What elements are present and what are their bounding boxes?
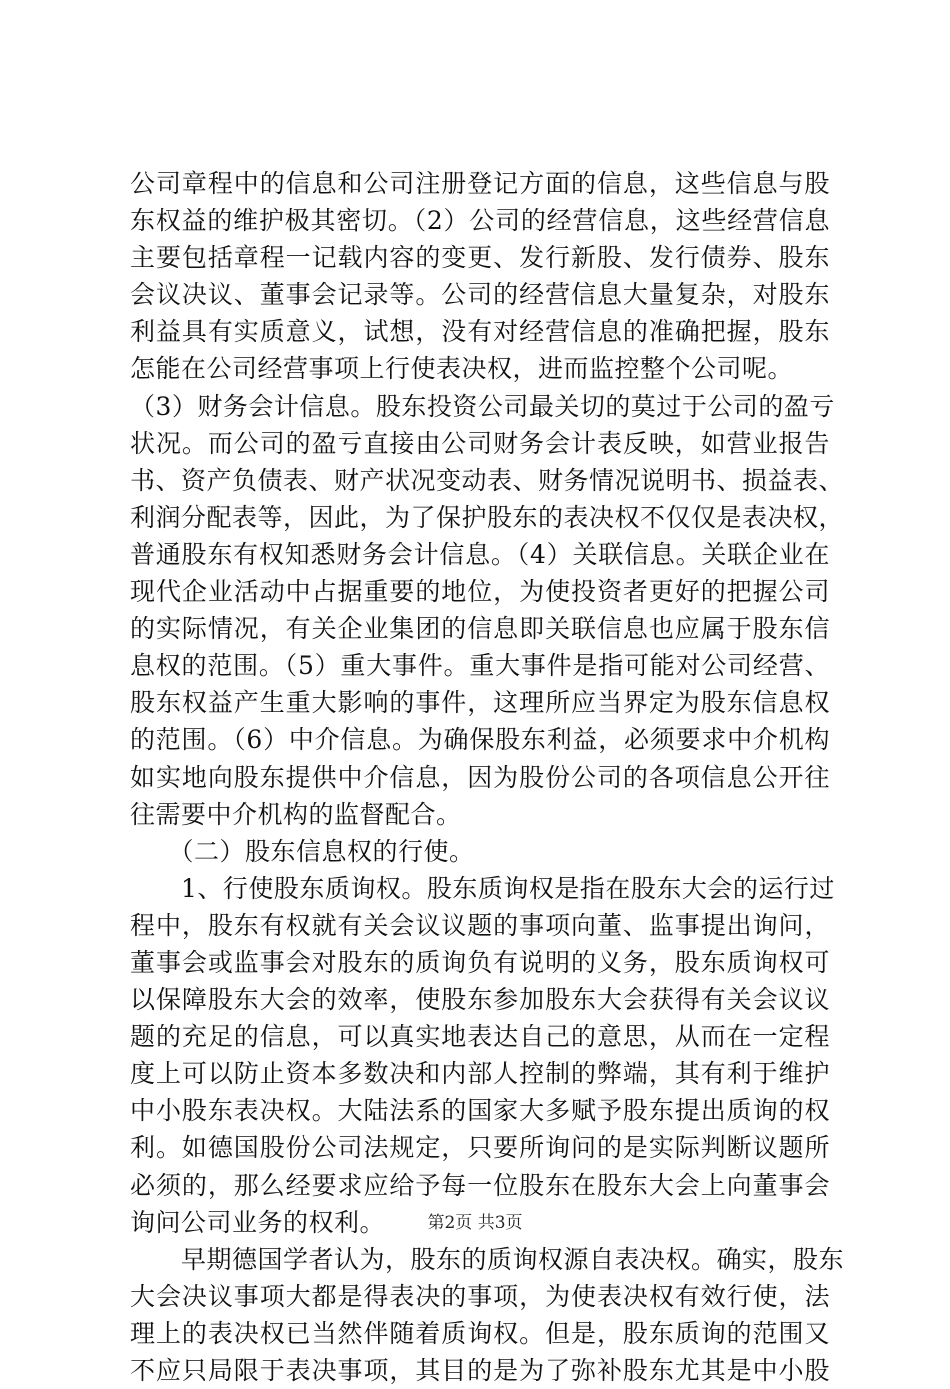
text-line: 普通股东有权知悉财务会计信息。（4）关联信息。关联企业在	[130, 539, 830, 569]
text-line: 不应只局限于表决事项，其目的是为了弥补股东尤其是中小股	[130, 1356, 830, 1385]
text-line: 书、资产负债表、财产状况变动表、财务情况说明书、损益表、	[130, 465, 845, 495]
text-line: 怎能在公司经营事项上行使表决权，进而监控整个公司呢。	[130, 354, 794, 384]
text-line: 理上的表决权已当然伴随着质询权。但是，股东质询的范围又	[130, 1318, 830, 1348]
text-line: 早期德国学者认为，股东的质询权源自表决权。确实，股东	[130, 1244, 845, 1274]
text-line: 董事会或监事会对股东的质询负有说明的义务，股东质询权可	[130, 947, 830, 977]
text-line: 利益具有实质意义，试想，没有对经营信息的准确把握，股东	[130, 317, 830, 347]
page-number-footer: 第2页 共3页	[427, 1213, 523, 1233]
text-line: 股东权益产生重大影响的事件，这理所应当界定为股东信息权	[130, 688, 830, 718]
text-line: 公司章程中的信息和公司注册登记方面的信息，这些信息与股	[130, 169, 830, 198]
text-line: （3）财务会计信息。股东投资公司最关切的莫过于公司的盈亏	[130, 391, 835, 421]
text-line: 的范围。（6）中介信息。为确保股东利益，必须要求中介机构	[130, 725, 830, 755]
text-line: 利润分配表等，因此，为了保护股东的表决权不仅仅是表决权，	[130, 502, 845, 532]
text-line: 题的充足的信息，可以真实地表达自己的意思，从而在一定程	[130, 1022, 830, 1052]
text-line: 利。如德国股份公司法规定，只要所询问的是实际判断议题所	[130, 1133, 830, 1163]
body-text	[130, 165, 845, 1389]
text-line: 息权的范围。（5）重大事件。重大事件是指可能对公司经营、	[130, 651, 830, 681]
text-line: 中小股东表决权。大陆法系的国家大多赋予股东提出质询的权	[130, 1096, 830, 1126]
text-line: 以保障股东大会的效率，使股东参加股东大会获得有关会议议	[130, 985, 830, 1015]
text-line: 往需要中介机构的监督配合。	[130, 799, 462, 829]
text-line: 会议决议、董事会记录等。公司的经营信息大量复杂，对股东	[130, 280, 830, 310]
text-line: 的实际情况，有关企业集团的信息即关联信息也应属于股东信	[130, 614, 830, 644]
text-line: 如实地向股东提供中介信息，因为股份公司的各项信息公开往	[130, 762, 830, 792]
text-line: 1、行使股东质询权。股东质询权是指在股东大会的运行过	[130, 873, 835, 903]
text-line: 询问公司业务的权利。	[130, 1207, 386, 1237]
text-line: 东权益的维护极其密切。（2）公司的经营信息，这些经营信息	[130, 206, 830, 236]
text-line: 状况。而公司的盈亏直接由公司财务会计表反映，如营业报告	[130, 428, 830, 458]
text-line: 程中，股东有权就有关会议议题的事项向董、监事提出询问，	[130, 910, 830, 940]
text-line: 现代企业活动中占据重要的地位，为使投资者更好的把握公司	[130, 577, 830, 607]
text-line: 度上可以防止资本多数决和内部人控制的弊端，其有利于维护	[130, 1059, 830, 1089]
text-line: 大会决议事项大都是得表决的事项，为使表决权有效行使，法	[130, 1281, 830, 1311]
text-line: 必须的，那么经要求应给予每一位股东在股东大会上向董事会	[130, 1170, 830, 1200]
section-heading: （二）股东信息权的行使。	[130, 836, 475, 866]
text-line: 主要包括章程一记载内容的变更、发行新股、发行债券、股东	[130, 243, 830, 273]
